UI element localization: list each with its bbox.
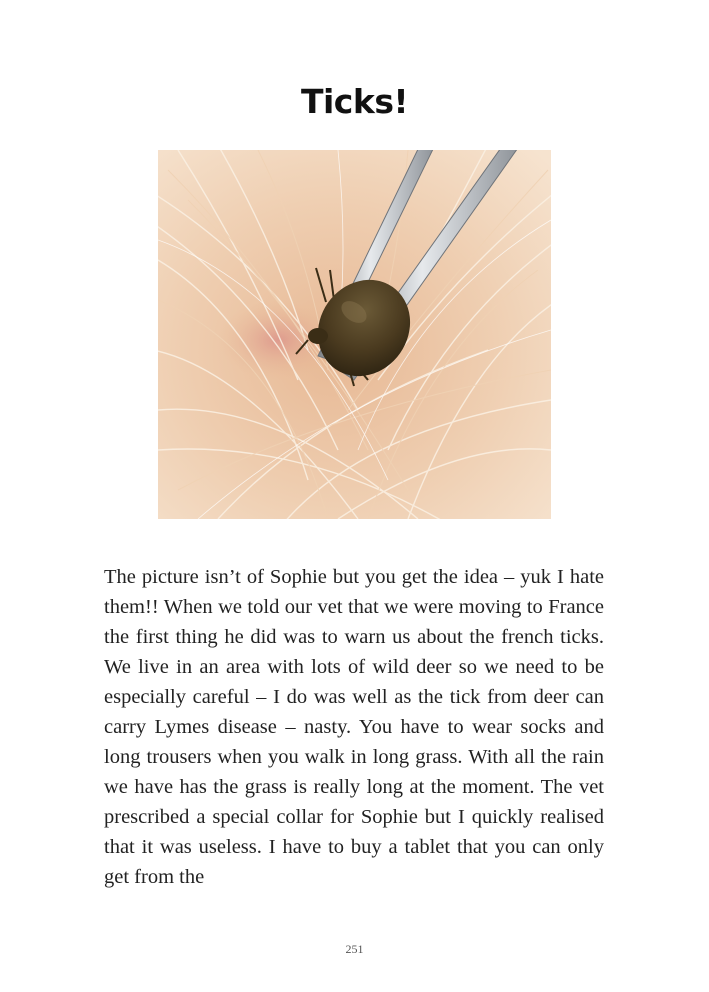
tick-photo [158, 150, 551, 519]
body-paragraph: The picture isn’t of Sophie but you get the idea – yuk I hate them!! When we told our vet that we were moving to France the first thing he did was to warn us about the french ticks. We live in an area with lots of wild deer so we need to be especially careful – I do was well as the tick from deer can carry Lymes disease – nasty. You have to wear socks and long trousers when you walk in long grass. With all the rain we have has the grass is really long at the moment. The vet prescribed a special collar for Sophie but I quickly realised that it was useless. I have to buy a tablet that you can only get from the [104, 566, 604, 888]
page-number: 251 [345, 942, 364, 956]
page-title: Ticks! [300, 82, 409, 121]
